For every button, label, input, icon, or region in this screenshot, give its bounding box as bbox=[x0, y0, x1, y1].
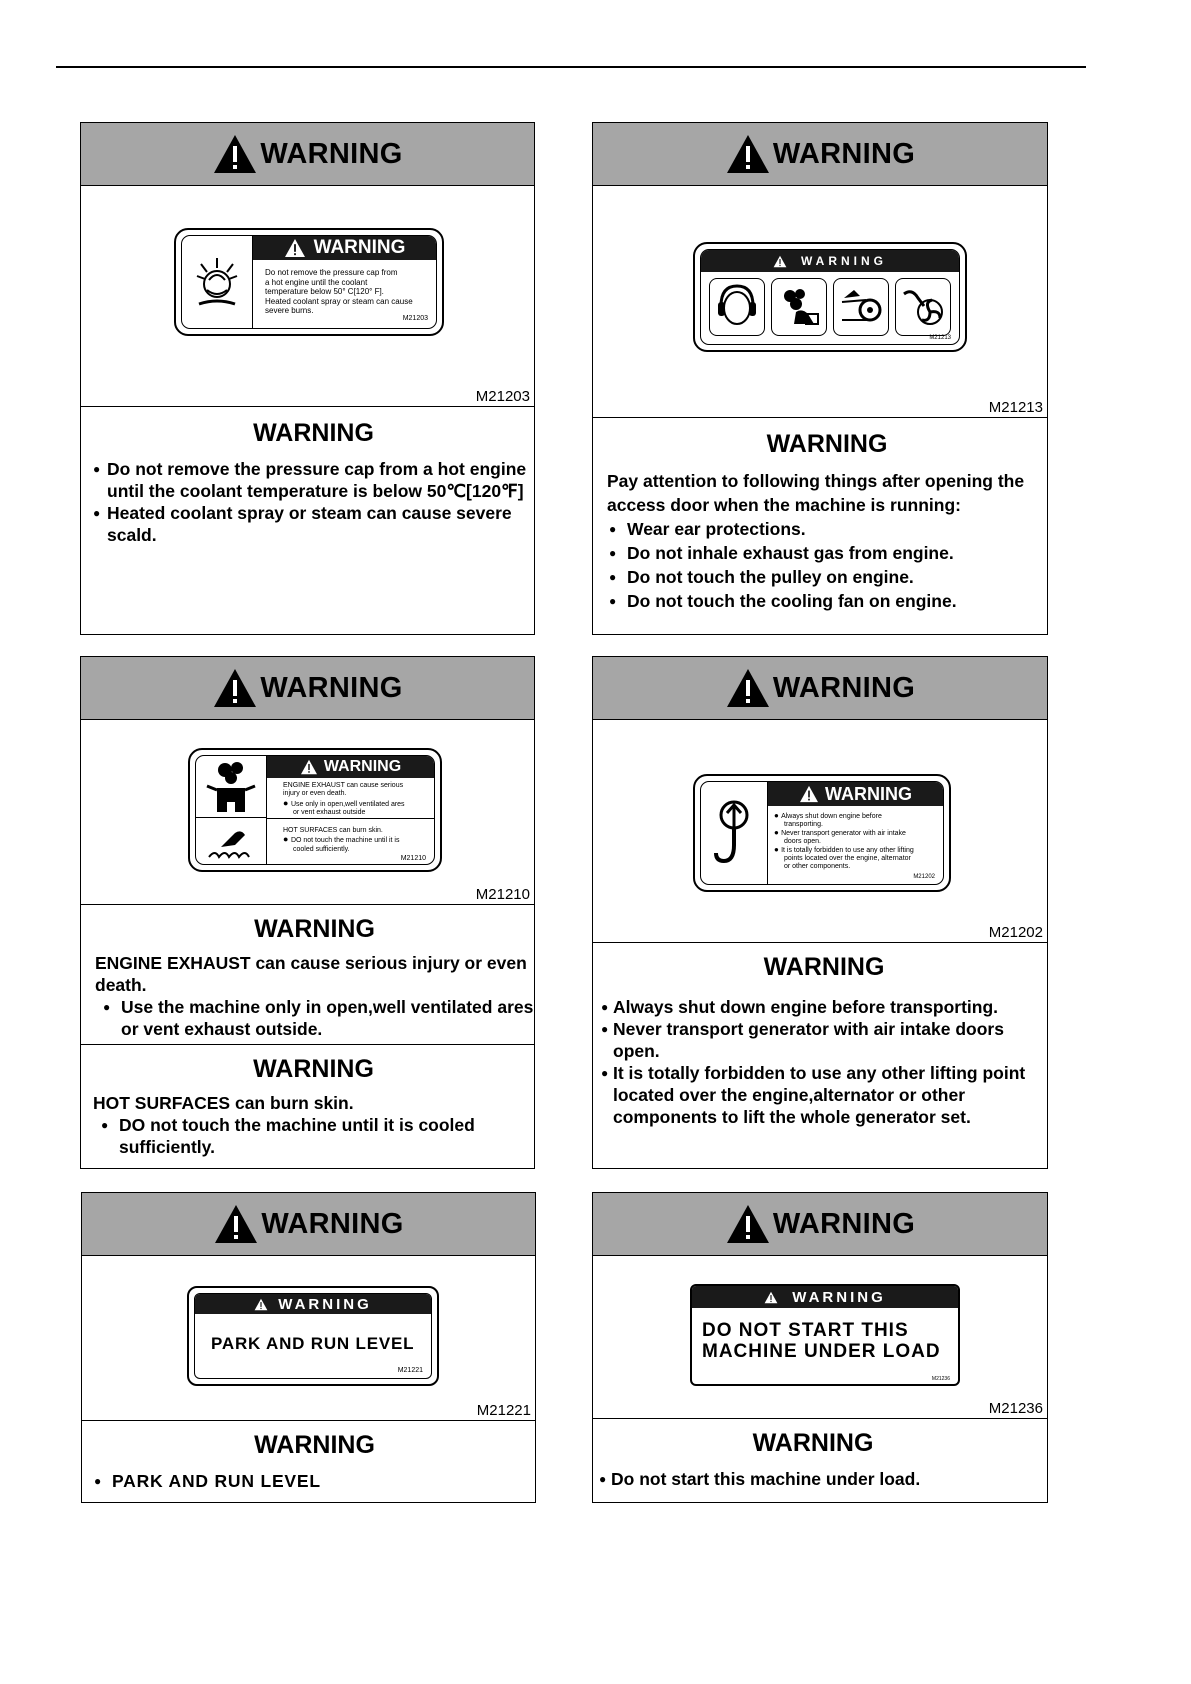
sticker-code: M21202 bbox=[913, 874, 935, 880]
warning-card-m21202 bbox=[592, 656, 1048, 1169]
warning-sticker bbox=[187, 1286, 439, 1386]
sticker-text-line: or other components. bbox=[784, 863, 851, 870]
sticker-code: M21221 bbox=[397, 1367, 423, 1374]
bullet-item: ● Wear ear protections. bbox=[609, 517, 1047, 541]
label-code: M21213 bbox=[988, 399, 1043, 416]
bullet-item: ● Do not start this machine under load. bbox=[599, 1468, 1047, 1490]
card-header bbox=[593, 657, 1047, 720]
bullet-item: ● Do not touch the pulley on engine. bbox=[609, 565, 1047, 589]
warning-triangle-icon bbox=[254, 1298, 268, 1311]
sticker-text-line: MACHINE UNDER LOAD bbox=[702, 1341, 941, 1362]
sticker-text-line: ● Always shut down engine before bbox=[774, 811, 882, 820]
top-rule bbox=[56, 66, 1086, 68]
lifting-hook-pictogram-icon bbox=[701, 782, 768, 884]
sticker-code: M21213 bbox=[929, 335, 951, 341]
label-area bbox=[81, 720, 534, 905]
description-title: WARNING bbox=[254, 915, 375, 943]
bullet-item: ● Always shut down engine before transporting. bbox=[601, 996, 1047, 1018]
sticker-text-line: injury or even death. bbox=[283, 790, 347, 798]
sticker-text-line: severe burns. bbox=[265, 306, 314, 315]
description-title: WARNING bbox=[766, 430, 888, 458]
description-exhaust bbox=[81, 915, 534, 1040]
sticker-text: PARK AND RUN LEVEL bbox=[211, 1334, 415, 1353]
warning-card-m21203 bbox=[80, 122, 535, 635]
description-title: WARNING bbox=[253, 419, 374, 447]
sticker-warning-band: WARNING bbox=[692, 1286, 958, 1308]
warning-card-m21221 bbox=[81, 1192, 536, 1503]
warning-triangle-icon bbox=[799, 785, 819, 803]
sticker-code: M21236 bbox=[931, 1376, 950, 1382]
sticker-warning-band: WARNING bbox=[768, 782, 943, 806]
label-area bbox=[593, 186, 1047, 418]
description-title: WARNING bbox=[752, 1429, 874, 1457]
bullet-item: ● DO not touch the machine until it is cooled sufficiently. bbox=[101, 1114, 534, 1158]
header-title: WARNING bbox=[260, 671, 403, 704]
sticker-text-line: a hot engine until the coolant bbox=[265, 277, 368, 287]
warning-triangle-icon bbox=[773, 255, 787, 268]
exhaust-gas-pictogram-icon bbox=[771, 278, 827, 336]
warning-card-m21213 bbox=[592, 122, 1048, 635]
sticker-text-line: Heated coolant spray or steam can cause bbox=[265, 296, 413, 306]
label-area bbox=[81, 186, 534, 407]
description bbox=[593, 430, 1047, 613]
bullet-item: ● Never transport generator with air intake doors open. bbox=[601, 1018, 1047, 1062]
section-divider bbox=[81, 1044, 534, 1045]
description bbox=[593, 953, 1047, 1128]
warning-triangle-icon bbox=[764, 1291, 778, 1304]
sticker-text-line: ● Never transport generator with air intake bbox=[774, 828, 906, 837]
label-code: M21202 bbox=[988, 924, 1043, 941]
description-title: WARNING bbox=[763, 953, 885, 981]
warning-sticker bbox=[188, 748, 442, 872]
warning-triangle-icon bbox=[725, 1203, 771, 1245]
description-title: WARNING bbox=[253, 1055, 374, 1083]
description-hot-surfaces bbox=[81, 1055, 534, 1158]
header-title: WARNING bbox=[260, 137, 403, 170]
description-text: ENGINE EXHAUST can cause serious injury or even death. bbox=[95, 953, 527, 995]
sticker-text-line: HOT SURFACES can burn skin. bbox=[283, 826, 383, 834]
card-header bbox=[81, 123, 534, 186]
cooling-fan-pictogram-icon bbox=[895, 278, 951, 336]
bullet-item: ● Do not remove the pressure cap from a hot engine until the coolant temperature is below 50℃[120℉] bbox=[93, 458, 534, 502]
bullet-item: ● Do not inhale exhaust gas from engine. bbox=[609, 541, 1047, 565]
sticker-text-line: cooled sufficiently. bbox=[293, 845, 350, 853]
bullet-item: ● Do not touch the cooling fan on engine. bbox=[609, 589, 1047, 613]
description-title: WARNING bbox=[254, 1431, 375, 1459]
warning-card-m21210 bbox=[80, 656, 535, 1169]
pulley-pictogram-icon bbox=[833, 278, 889, 336]
sticker-text-line: ● DO not touch the machine until it is bbox=[283, 834, 400, 845]
warning-triangle-icon bbox=[212, 133, 258, 175]
sticker-text-line: DO NOT START THIS bbox=[702, 1320, 909, 1341]
description-intro: Pay attention to following things after opening the access door when the machine is running: bbox=[607, 471, 1025, 515]
label-area bbox=[593, 1256, 1047, 1419]
description bbox=[82, 1431, 535, 1492]
coolant-spray-pictogram-icon bbox=[182, 236, 253, 328]
sticker-text-line: transporting. bbox=[784, 821, 823, 828]
bullet-item: ● It is totally forbidden to use any other lifting point located over the engine,alternator or other components to lift the whole generator set. bbox=[601, 1062, 1047, 1128]
description bbox=[593, 1429, 1047, 1490]
hot-surface-pictogram-icon bbox=[196, 818, 266, 864]
sticker-text-line: points located over the engine, alternator bbox=[784, 855, 911, 862]
warning-triangle-icon bbox=[725, 133, 771, 175]
label-area bbox=[82, 1256, 535, 1421]
sticker-code: M21210 bbox=[400, 855, 426, 862]
warning-sticker bbox=[693, 774, 951, 892]
sticker-text-line: or vent exhaust outside bbox=[293, 809, 366, 817]
warning-triangle-icon bbox=[725, 667, 771, 709]
sticker-text-line: ● Use only in open,well ventilated ares bbox=[283, 797, 405, 808]
label-code: M21236 bbox=[988, 1400, 1043, 1417]
sticker-text-line: Do not remove the pressure cap from bbox=[265, 268, 398, 277]
warning-triangle-icon bbox=[213, 1203, 259, 1245]
sticker-warning-band: WARNING bbox=[195, 1294, 431, 1314]
warning-sticker bbox=[690, 1284, 960, 1386]
sticker-warning-band: WARNING bbox=[701, 250, 959, 272]
card-header bbox=[81, 657, 534, 720]
warning-triangle-icon bbox=[300, 759, 318, 775]
label-area bbox=[593, 720, 1047, 943]
sticker-text-line: ENGINE EXHAUST can cause serious bbox=[283, 781, 404, 789]
label-code: M21203 bbox=[475, 388, 530, 405]
ear-protection-pictogram-icon bbox=[709, 278, 765, 336]
sticker-text-line: ● It is totally forbidden to use any other lifting bbox=[774, 845, 914, 854]
label-code: M21221 bbox=[476, 1402, 531, 1419]
sticker-warning-band: WARNING bbox=[253, 236, 436, 260]
warning-sticker bbox=[174, 228, 444, 336]
header-title: WARNING bbox=[772, 137, 916, 170]
description bbox=[81, 419, 534, 546]
bullet-item: ● Heated coolant spray or steam can cause severe scald. bbox=[93, 502, 534, 546]
label-code: M21210 bbox=[475, 886, 530, 903]
header-title: WARNING bbox=[772, 671, 916, 704]
description-text: HOT SURFACES can burn skin. bbox=[93, 1093, 354, 1113]
sticker-text-line: temperature below 50° C[120° F]. bbox=[265, 287, 384, 296]
sticker-text-line: doors open. bbox=[784, 838, 821, 845]
sticker-warning-band: WARNING bbox=[267, 756, 434, 778]
exhaust-hazard-pictogram-icon bbox=[196, 756, 266, 818]
sticker-code: M21203 bbox=[402, 315, 428, 322]
card-header bbox=[593, 123, 1047, 186]
warning-triangle-icon bbox=[212, 667, 258, 709]
warning-sticker bbox=[693, 242, 967, 352]
card-header bbox=[82, 1193, 535, 1256]
bullet-item: ● Use the machine only in open,well ventilated ares or vent exhaust outside. bbox=[103, 996, 534, 1040]
header-title: WARNING bbox=[261, 1207, 404, 1240]
warning-card-m21236 bbox=[592, 1192, 1048, 1503]
bullet-item: ● PARK AND RUN LEVEL bbox=[94, 1470, 535, 1492]
card-header bbox=[593, 1193, 1047, 1256]
warning-triangle-icon bbox=[284, 238, 306, 258]
header-title: WARNING bbox=[772, 1207, 916, 1240]
